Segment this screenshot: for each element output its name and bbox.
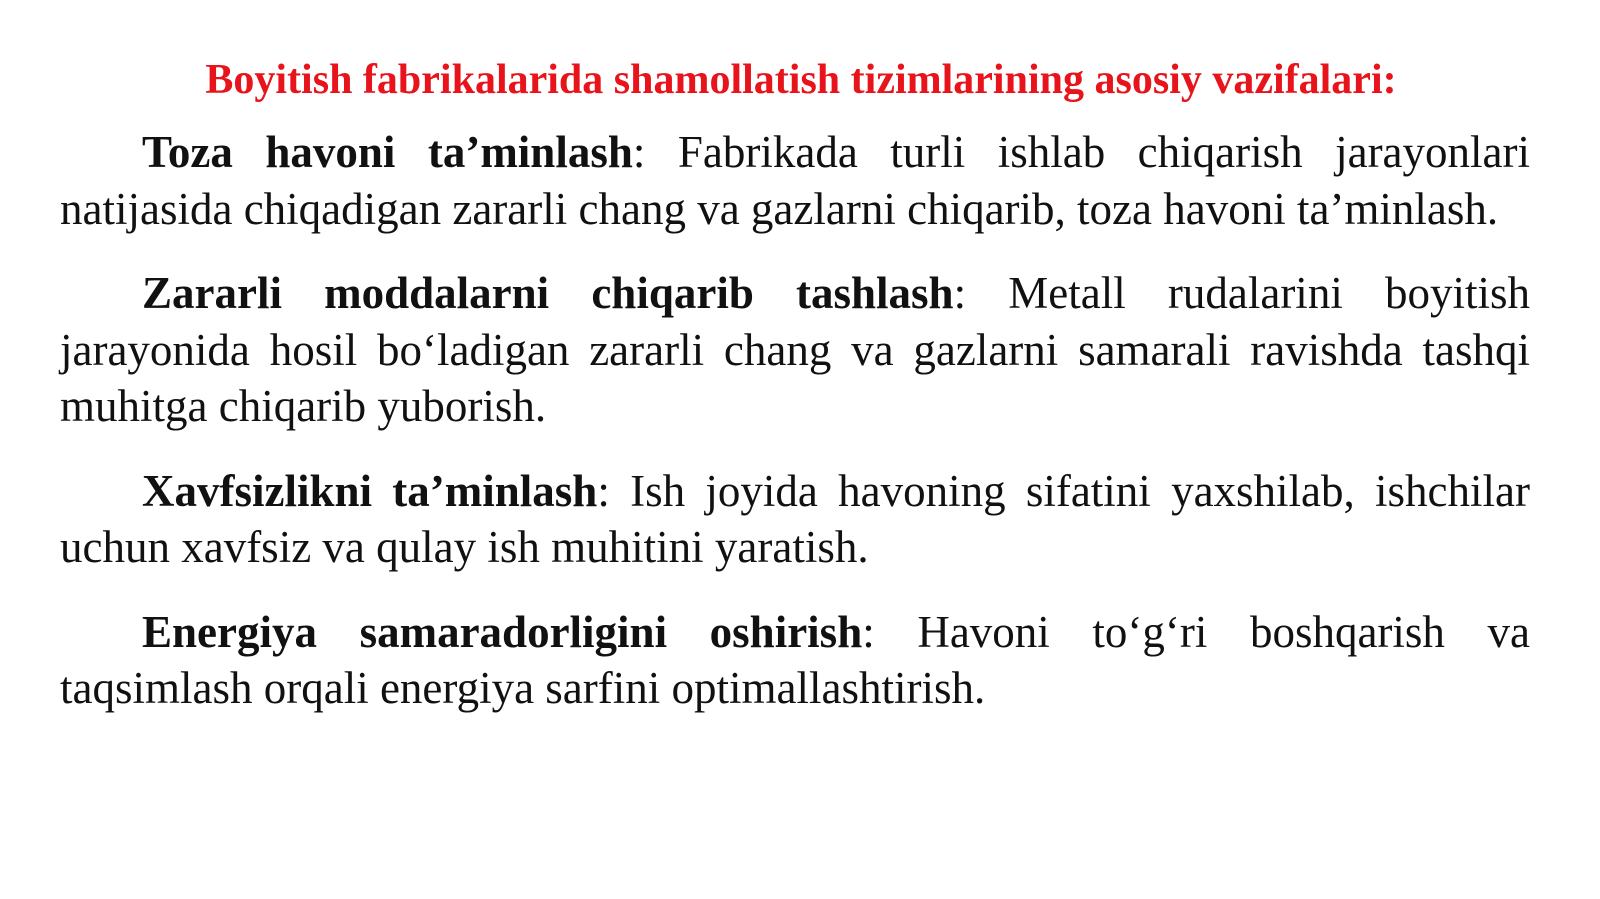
description-safety: Ish joyida havoning sifatini yaxshilab, ishchilar uchun xavfsiz va qulay ish muhitini yaratish. [60,465,1530,572]
term-fresh-air: Toza havoni ta’minlash [142,127,633,177]
term-separator: : [597,465,610,516]
term-separator: : [632,127,646,177]
paragraph-energy-efficiency [60,604,1530,717]
description-fresh-air: Fabrikada turli ishlab chiqarish jarayonlari natijasida chiqadigan zararli chang va gazlarni chiqarib, toza havoni ta’minlash. [60,127,1530,234]
paragraph-fresh-air [60,124,1530,237]
term-harmful-substances: Zararli moddalarni chiqarib tashlash [142,268,954,318]
term-separator: : [953,268,967,318]
term-safety: Xavfsizlikni ta’minlash [142,465,598,516]
paragraph-harmful-substances [60,265,1530,435]
paragraph-safety [60,463,1530,576]
term-separator: : [862,606,875,657]
description-energy-efficiency: Havoni to‘g‘ri boshqarish va taqsimlash orqali energiya sarfini optimallashtirish. [60,606,1530,713]
term-energy-efficiency: Energiya samaradorligini oshirish [142,606,863,657]
slide-title: Boyitish fabrikalarida shamollatish tizimlarining asosiy vazifalari: [205,57,1397,103]
description-harmful-substances: Metall rudalarini boyitish jarayonida hosil bo‘ladigan zararli chang va gazlarni samarali ravishda tashqi muhitga chiqarib yuborish. [60,268,1530,431]
